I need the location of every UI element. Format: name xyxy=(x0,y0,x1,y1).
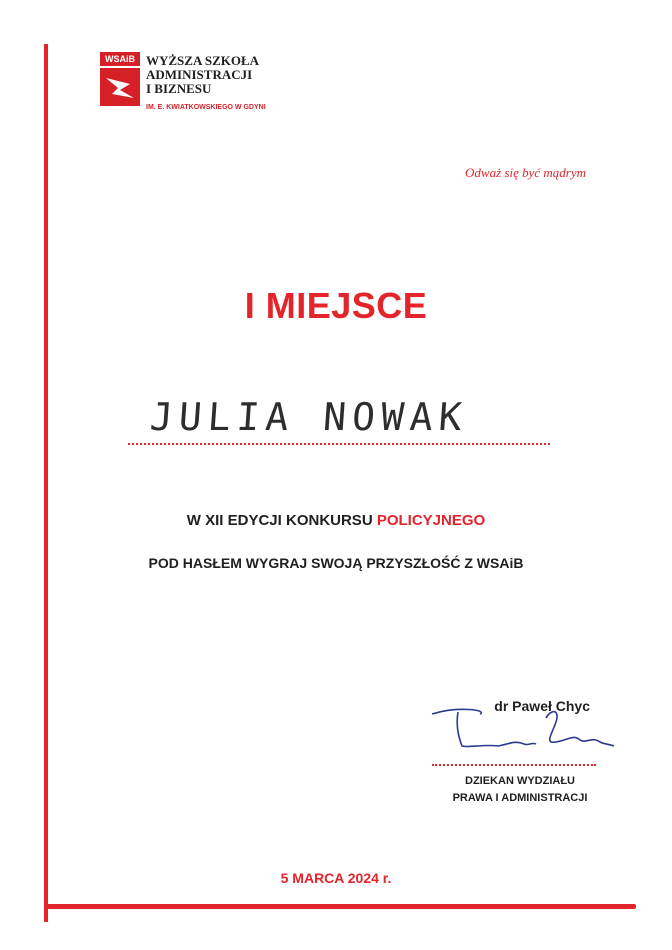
signatory-title xyxy=(420,773,620,807)
logo-wordmark xyxy=(146,54,259,96)
place-heading: I MIEJSCE xyxy=(244,285,428,326)
left-border-line xyxy=(44,44,48,922)
logo-badge: WSAiB xyxy=(100,52,140,66)
handwritten-signature-icon xyxy=(428,700,618,760)
document-date: 5 MARCA 2024 r. xyxy=(280,870,392,886)
award-line-1 xyxy=(0,512,672,529)
logo-emblem-icon xyxy=(100,68,140,108)
logo-line-3: I BIZNESU xyxy=(146,81,212,96)
motto: Odważ się być mądrym xyxy=(465,165,586,180)
signature-dotted-line xyxy=(432,764,596,766)
institution-logo xyxy=(100,52,310,122)
recipient-name: JULIA NOWAK xyxy=(148,395,470,439)
signatory-name: dr Paweł Chyc xyxy=(494,698,590,714)
bottom-border-line xyxy=(44,904,636,909)
award-line-1-prefix: W XII EDYCJI KONKURSU xyxy=(186,512,373,529)
logo-subtitle: IM. E. KWIATKOWSKIEGO W GDYNI xyxy=(146,104,266,111)
logo-line-1: WYŻSZA SZKOŁA xyxy=(146,53,260,68)
signatory-title-line-2: PRAWA I ADMINISTRACJI xyxy=(452,792,588,804)
award-line-2: POD HASŁEM WYGRAJ SWOJĄ PRZYSZŁOŚĆ Z WSAiB xyxy=(148,555,524,571)
signatory-title-line-1: DZIEKAN WYDZIAŁU xyxy=(465,775,575,787)
logo-line-2: ADMINISTRACJI xyxy=(146,67,253,82)
award-line-1-highlight: POLICYJNEGO xyxy=(376,512,486,529)
recipient-dotted-line xyxy=(128,443,550,445)
